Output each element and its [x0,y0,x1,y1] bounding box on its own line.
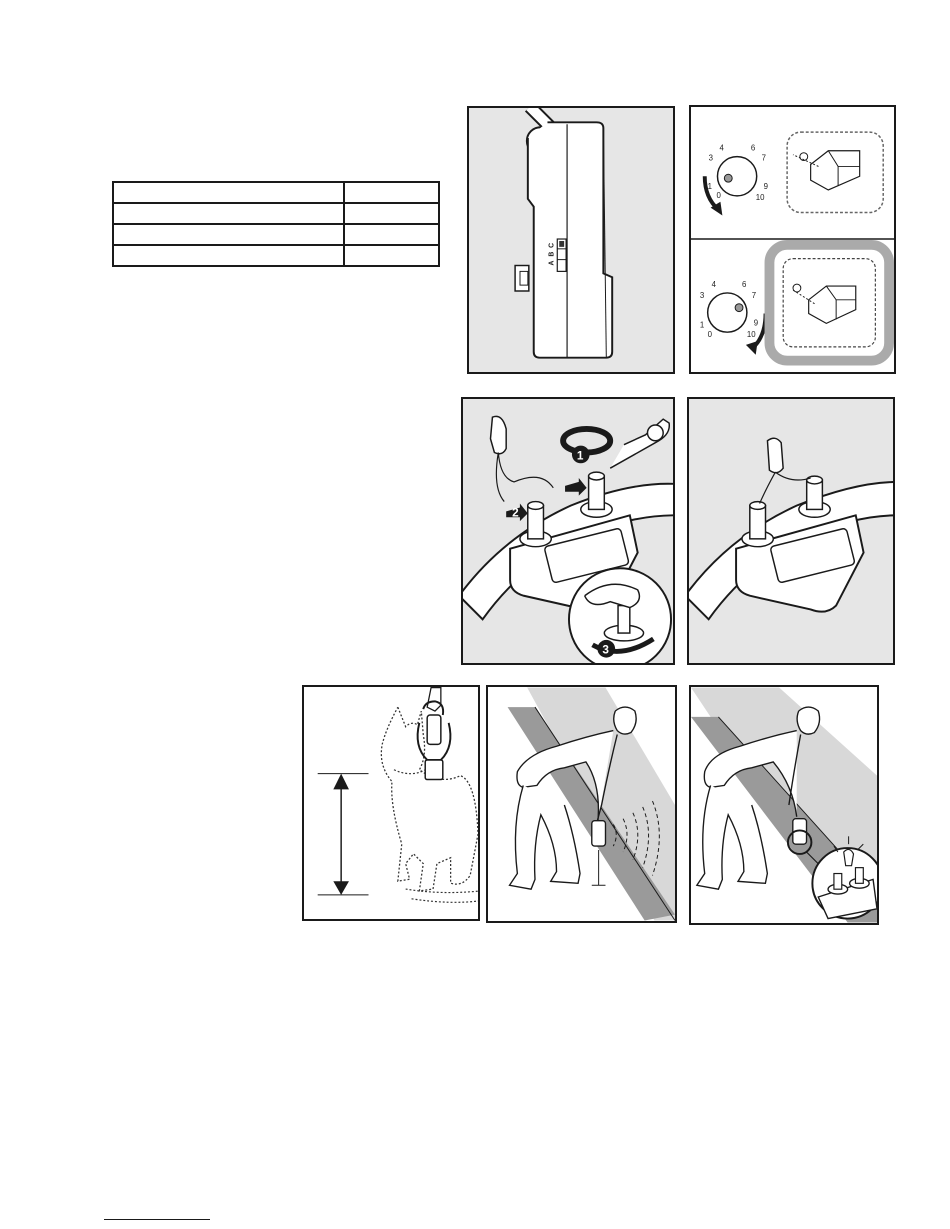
dial-number: 10 [755,192,765,202]
boundary-approach-illustration [488,687,675,921]
dial-number: 1 [707,181,713,191]
step-2-number: 2 [512,506,519,520]
dial-number: 0 [707,330,713,340]
step-3-number: 3 [602,643,609,657]
step-1-number: 1 [576,449,584,463]
dial-number: 3 [708,153,714,163]
table-cell [113,182,344,203]
dial-number: 0 [716,190,721,200]
collar-probe-illustration [463,399,673,663]
table-cell [113,203,344,224]
dial-number: 4 [719,143,724,153]
table-cell [344,182,439,203]
dial-number: 7 [751,290,757,300]
transmitter-switch-panel [467,106,675,374]
boundary-dial-panel [689,105,896,374]
switch-letter-a: A [548,260,556,266]
dial-illustration [691,107,894,372]
dial-low-setting [705,132,883,215]
collar-height-illustration [304,687,478,919]
settings-table [112,181,440,267]
dial-number: 3 [699,290,705,300]
table-row [113,245,439,266]
dial-number: 9 [753,318,759,328]
dial-number: 10 [746,330,756,340]
dial-number: 1 [699,320,705,330]
dial-number: 9 [763,181,768,191]
switch-letter-b: B [548,251,556,257]
transmitter-illustration [469,108,673,372]
boundary-test-warning-panel [689,685,879,925]
table-cell [113,224,344,245]
dial-number: 7 [761,153,766,163]
table-row [113,203,439,224]
probe-installation-panel [461,397,675,665]
dial-number: 6 [750,143,756,153]
boundary-warning-illustration [691,687,877,923]
table-cell [113,245,344,266]
boundary-test-approach-panel [486,685,677,923]
dial-number: 6 [741,280,747,290]
footnote-divider [104,1219,210,1220]
collar-height-panel [302,685,480,921]
table-cell [344,245,439,266]
dial-number: 4 [711,280,716,290]
table-row [113,224,439,245]
table-row [113,182,439,203]
test-light-panel [687,397,895,665]
switch-letter-c: C [548,242,556,248]
table-cell [344,224,439,245]
table-cell [344,203,439,224]
dial-high-setting [700,245,889,361]
collar-test-light-illustration [689,399,893,663]
